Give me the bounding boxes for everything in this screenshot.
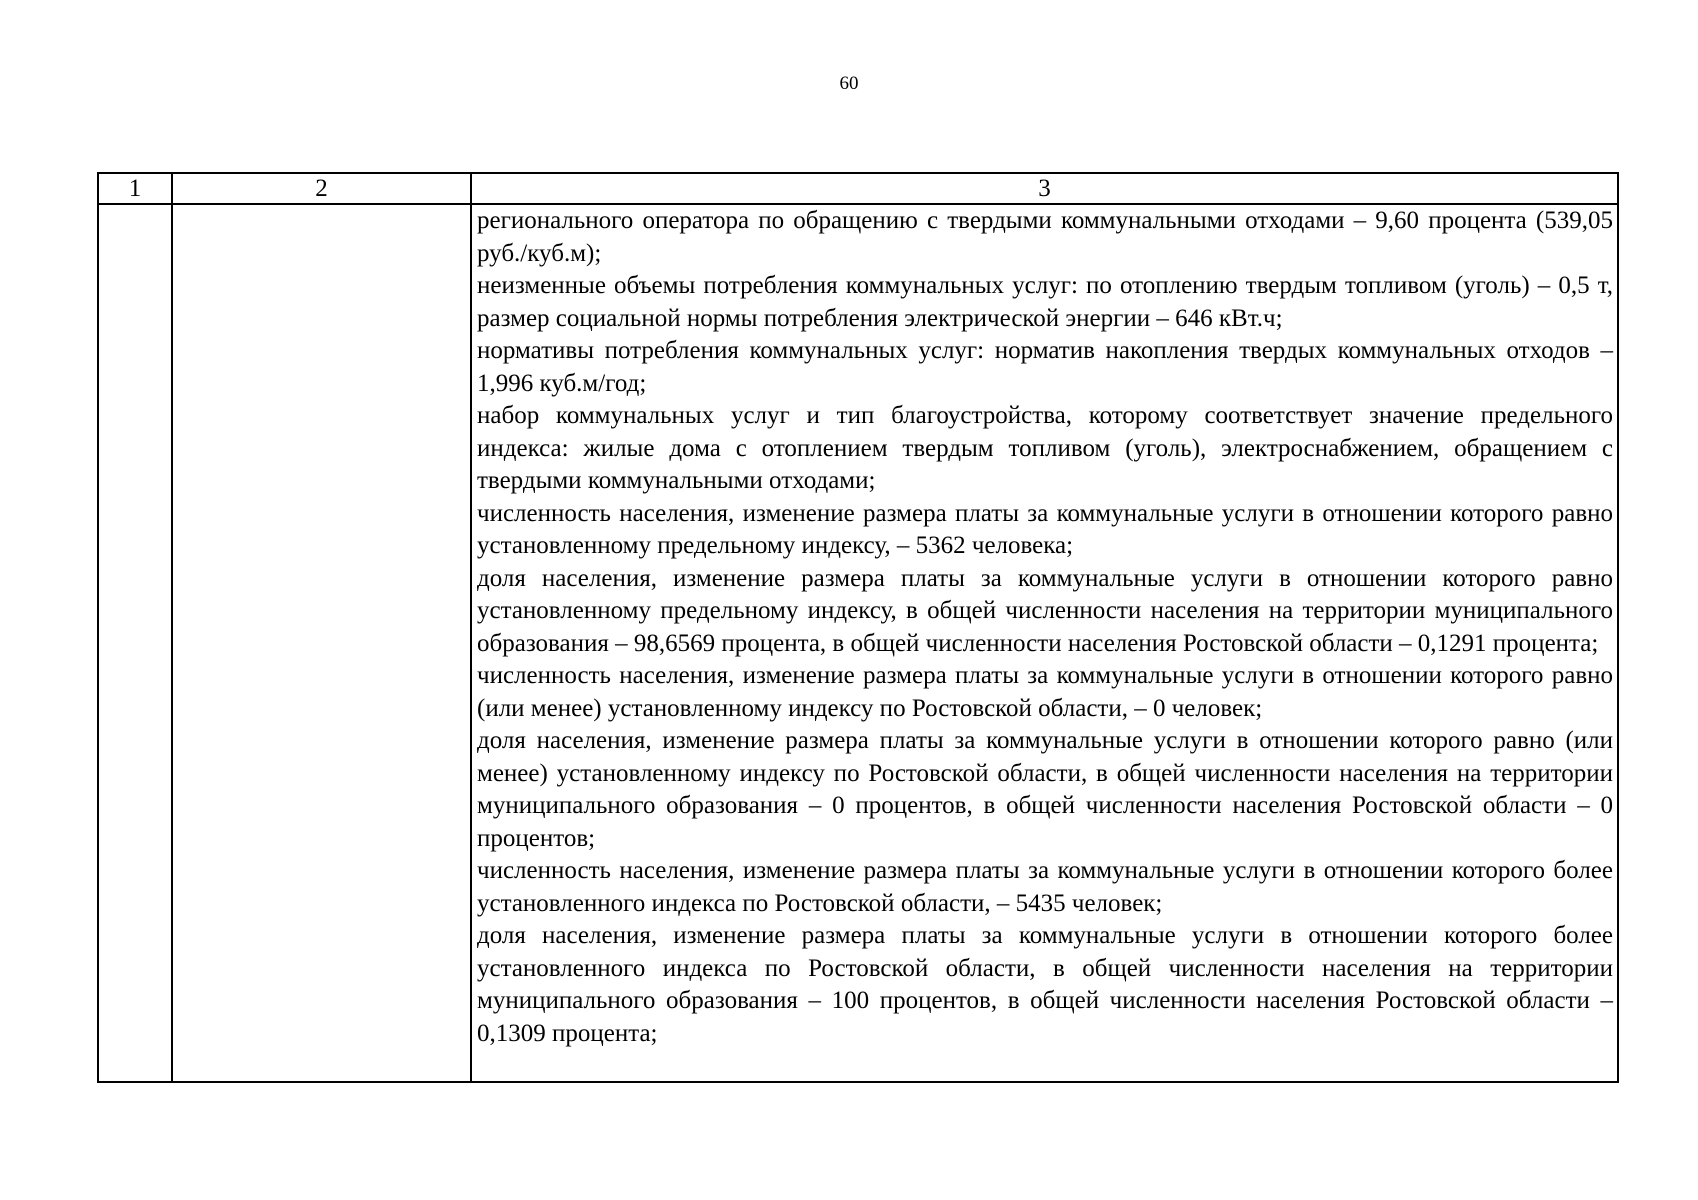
table-cell-col3 <box>471 204 1618 1082</box>
paragraph-share-equal-or-less-index: доля населения, изменение размера платы за коммунальные услуги в отношении которого равно (или менее) установленному индексу по Ростовской области, в общей численности населения на территории муниципального образования – 0 процентов, в общей численности населения Ростовской области – 0 процентов; <box>477 727 1613 852</box>
paragraph-share-above-index: доля населения, изменение размера платы за коммунальные услуги в отношении которого более установленного индекса по Ростовской области, в общей численности населения на территории муниципального образования – 100 процентов, в общей численности населения Ростовской области – 0,1309 процента; <box>477 922 1613 1047</box>
table-row <box>98 204 1618 1082</box>
paragraph-population-equal-limit: численность населения, изменение размера платы за коммунальные услуги в отношении которого равно установленному предельному индексу, – 5362 человека; <box>477 499 1613 559</box>
paragraph-regional-operator: регионального оператора по обращению с твердыми коммунальными отходами – 9,60 процента (539,05 руб./куб.м); <box>477 207 1613 267</box>
paragraph-population-above-index: численность населения, изменение размера платы за коммунальные услуги в отношении которого более установленного индекса по Ростовской области, – 5435 человек; <box>477 857 1613 917</box>
paragraph-consumption-volumes: неизменные объемы потребления коммунальных услуг: по отоплению твердым топливом (уголь) – 0,5 т, размер социальной нормы потребления электрической энергии – 646 кВт.ч; <box>477 272 1613 332</box>
column-header-2: 2 <box>172 173 471 204</box>
column-header-3: 3 <box>471 173 1618 204</box>
paragraph-consumption-norms: нормативы потребления коммунальных услуг: норматив накопления твердых коммунальных отходов – 1,996 куб.м/год; <box>477 337 1613 397</box>
paragraph-share-equal-limit: доля населения, изменение размера платы за коммунальные услуги в отношении которого равно установленному предельному индексу, в общей численности населения на территории муниципального образования – 98,6569 процента, в общей численности населения Ростовской области – 0,1291 процента; <box>477 564 1613 657</box>
table-header-row <box>98 173 1618 204</box>
paragraph-population-equal-or-less-index: численность населения, изменение размера платы за коммунальные услуги в отношении которого равно (или менее) установленному индексу по Ростовской области, – 0 человек; <box>477 662 1613 722</box>
column-header-1: 1 <box>98 173 172 204</box>
table-cell-col1 <box>98 204 172 1082</box>
document-table <box>97 172 1619 1083</box>
table-cell-col2 <box>172 204 471 1082</box>
page-number: 60 <box>839 73 859 94</box>
paragraph-services-set: набор коммунальных услуг и тип благоустройства, которому соответствует значение предельного индекса: жилые дома с отоплением твердым топливом (уголь), электроснабжением, обращением с твердыми коммунальными отходами; <box>477 402 1613 494</box>
